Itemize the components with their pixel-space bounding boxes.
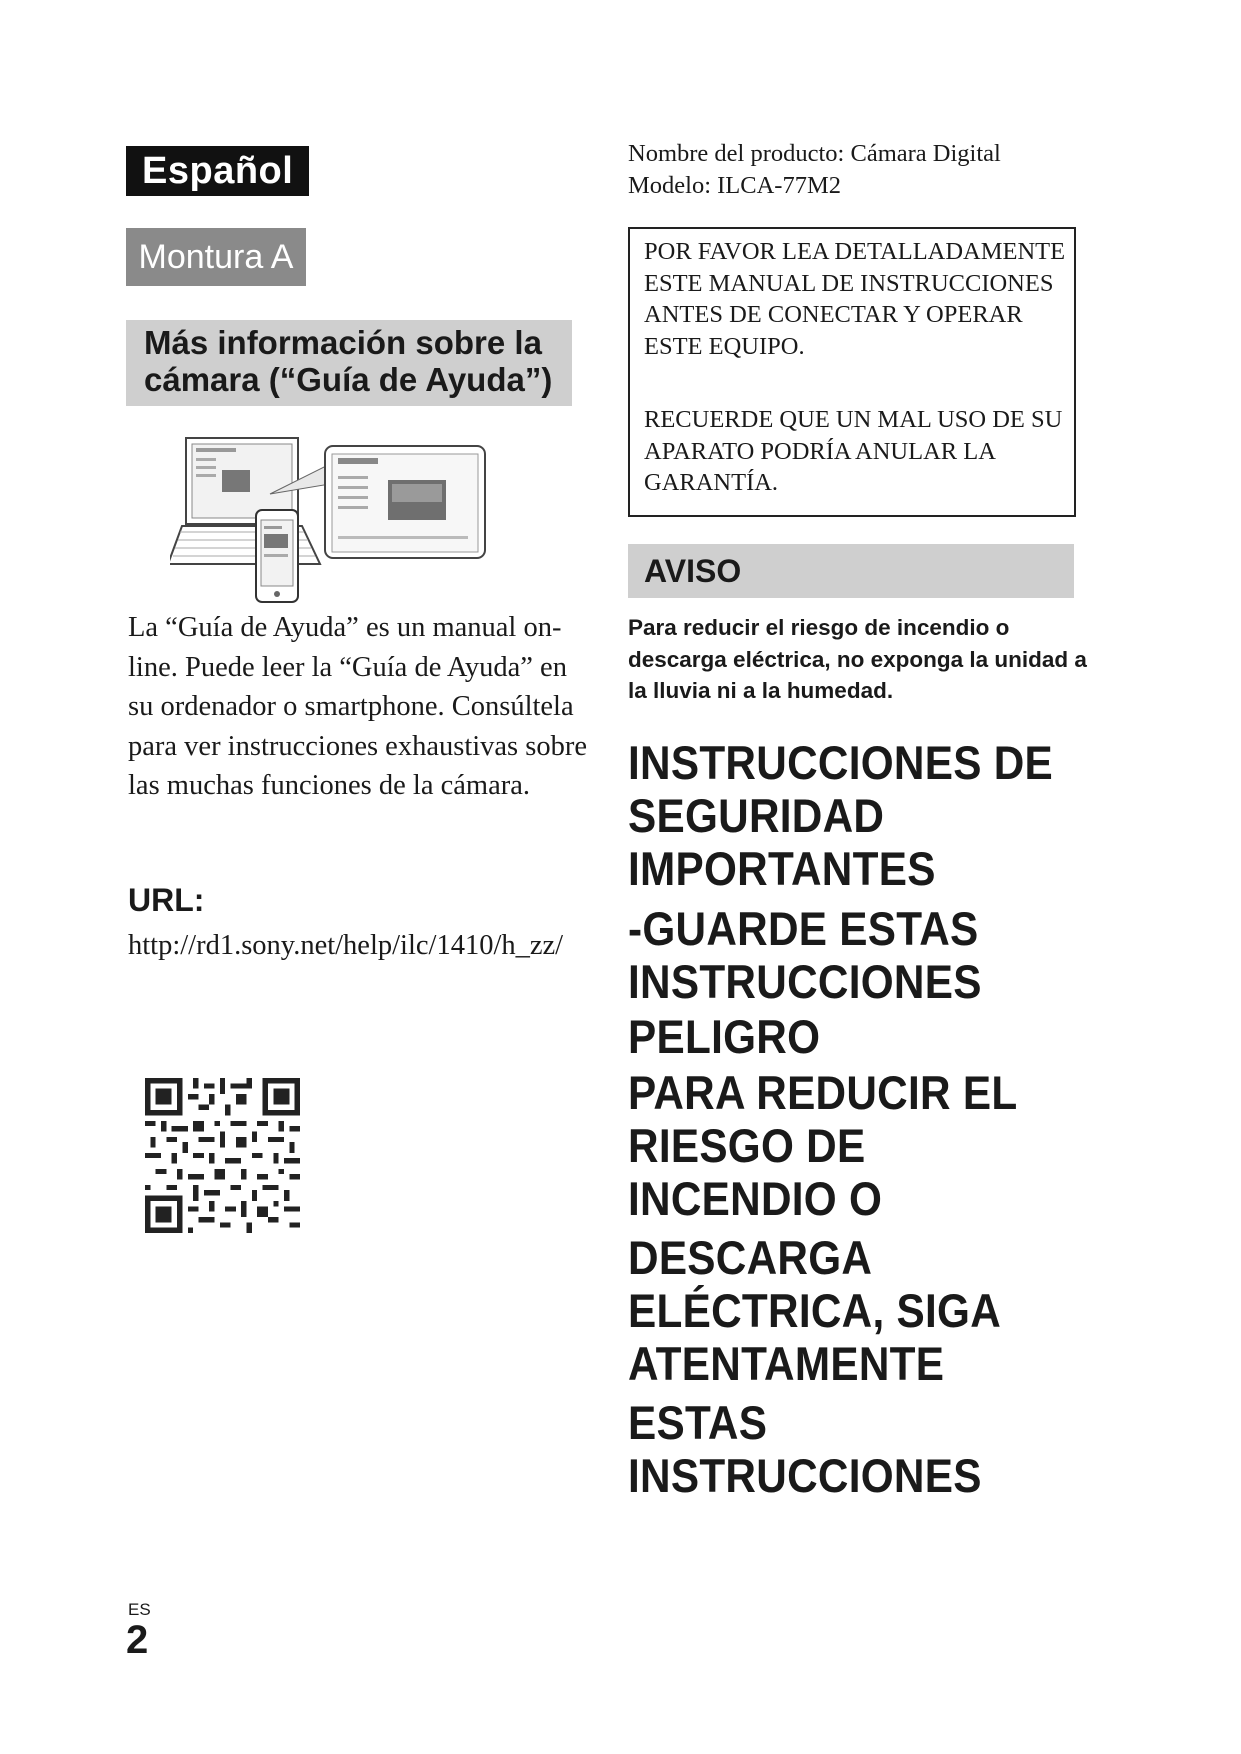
safety-heading-electric-shock: DESCARGA ELÉCTRICA, SIGA ATENTAMENTE: [628, 1231, 1000, 1390]
aviso-heading: AVISO: [644, 553, 742, 589]
qr-code-icon: [145, 1078, 300, 1233]
safety-heading-danger: PELIGRO: [628, 1010, 821, 1063]
product-model: Modelo: ILCA-77M2: [628, 172, 841, 199]
aviso-warning-text: Para reducir el riesgo de incendio o descarga eléctrica, no exponga la unidad a la lluvia ni a la humedad.: [628, 615, 1087, 703]
language-tag: Español: [126, 146, 309, 196]
help-guide-url[interactable]: http://rd1.sony.net/help/ilc/1410/h_zz/: [128, 930, 564, 961]
warning-read-manual: POR FAVOR LEA DETALLADAMENTE ESTE MANUAL DE INSTRUCCIONES ANTES DE CONECTAR Y OPERAR ESTE EQUIPO.: [644, 238, 1066, 360]
safety-heading-save: -GUARDE ESTAS INSTRUCCIONES: [628, 902, 982, 1008]
laptop-and-smartphone-help-guide-illustration: [170, 436, 530, 606]
product-info: [628, 138, 1108, 202]
url-label: URL:: [128, 882, 205, 918]
mount-tag: Montura A: [126, 228, 306, 286]
product-name: Nombre del producto: Cámara Digital: [628, 140, 1001, 167]
help-heading: Más información sobre la cámara (“Guía de Ayuda”): [144, 324, 553, 398]
page-number: 2: [126, 1618, 149, 1662]
help-guide-paragraph: La “Guía de Ayuda” es un manual on-line. Puede leer la “Guía de Ayuda” en su ordenador o smartphone. Consúltela para ver instrucciones exhaustivas sobre las muchas funciones de la cámara.: [128, 612, 588, 801]
safety-heading-these-instructions: ESTAS INSTRUCCIONES: [628, 1396, 982, 1502]
safety-heading-reduce-risk: PARA REDUCIR EL RIESGO DE INCENDIO O: [628, 1066, 1017, 1225]
safety-heading-important: INSTRUCCIONES DE SEGURIDAD IMPORTANTES: [628, 736, 1054, 895]
warning-warranty: RECUERDE QUE UN MAL USO DE SU APARATO PODRÍA ANULAR LA GARANTÍA.: [644, 406, 1063, 496]
page-language-code: ES: [128, 1600, 151, 1619]
